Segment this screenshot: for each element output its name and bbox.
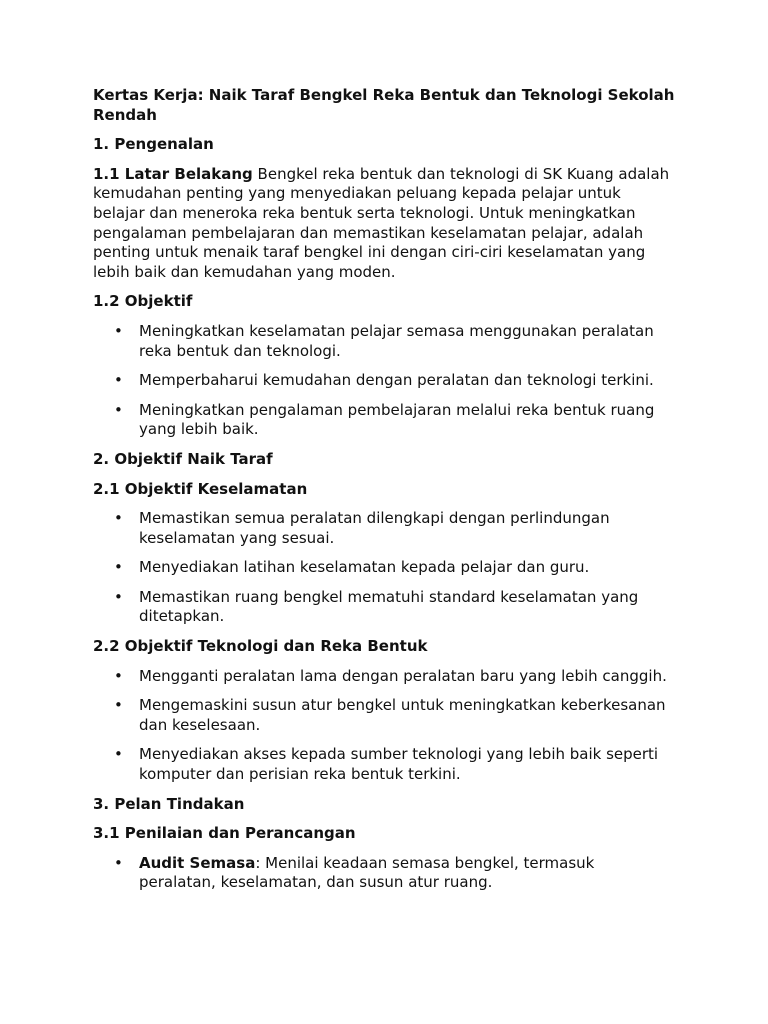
section-heading-2: 2. Objektif Naik Taraf <box>93 449 273 468</box>
list-item <box>93 745 675 784</box>
list-item <box>93 854 675 893</box>
section-heading-1: 1. Pengenalan <box>93 135 214 154</box>
section-heading-1-2: 1.2 Objektif <box>93 292 193 311</box>
bullet-icon: • <box>114 853 123 872</box>
list-item-text: Menyediakan latihan keselamatan kepada pelajar dan guru. <box>139 558 590 577</box>
list-item <box>93 371 675 391</box>
bullet-icon: • <box>114 509 123 528</box>
bullet-icon: • <box>114 400 123 419</box>
section-heading-2-1: 2.1 Objektif Keselamatan <box>93 479 308 498</box>
objectives-list <box>93 322 675 440</box>
background-text: Bengkel reka bentuk dan teknologi di SK Kuang adalah kemudahan penting yang menyediakan peluang kepada pelajar untuk belajar dan meneroka reka bentuk serta teknologi. Untuk meningkatkan pengalaman pembelajaran dan memastikan keselamatan pelajar, adalah penting untuk menaik taraf bengkel ini dengan ciri-ciri keselamatan yang lebih baik dan kemudahan yang moden. <box>93 164 670 281</box>
list-item-text: Meningkatkan keselamatan pelajar semasa menggunakan peralatan reka bentuk dan teknologi. <box>139 321 654 360</box>
assessment-list <box>93 854 675 893</box>
safety-objectives-list <box>93 509 675 627</box>
list-item-text: Meningkatkan pengalaman pembelajaran melalui reka bentuk ruang yang lebih baik. <box>139 400 655 439</box>
list-item <box>93 401 675 440</box>
list-item-text: Mengemaskini susun atur bengkel untuk meningkatkan keberkesanan dan keselesaan. <box>139 696 666 734</box>
technology-objectives-list <box>93 667 675 785</box>
bullet-icon: • <box>114 696 123 715</box>
background-paragraph <box>93 165 675 283</box>
list-item-text: Memastikan semua peralatan dilengkapi dengan perlindungan keselamatan yang sesuai. <box>139 509 610 547</box>
section-heading-3-1: 3.1 Penilaian dan Perancangan <box>93 824 356 843</box>
bullet-icon: • <box>114 371 123 390</box>
background-heading: 1.1 Latar Belakang <box>93 164 253 183</box>
bullet-icon: • <box>114 745 123 764</box>
list-item <box>93 696 675 735</box>
list-item-text: Memperbaharui kemudahan dengan peralatan dan teknologi terkini. <box>139 371 654 390</box>
list-item-text: Menyediakan akses kepada sumber teknologi yang lebih baik seperti komputer dan perisian reka bentuk terkini. <box>139 745 659 784</box>
list-item-text: : Menilai keadaan semasa bengkel, termasuk peralatan, keselamatan, dan susun atur ruang. <box>139 853 595 892</box>
list-item <box>93 322 675 361</box>
bullet-icon: • <box>114 587 123 606</box>
list-item <box>93 667 675 687</box>
bullet-icon: • <box>114 558 123 577</box>
section-heading-3: 3. Pelan Tindakan <box>93 794 245 813</box>
list-item <box>93 509 675 548</box>
bullet-icon: • <box>114 321 123 340</box>
section-heading-2-2: 2.2 Objektif Teknologi dan Reka Bentuk <box>93 637 428 656</box>
list-item-text: Memastikan ruang bengkel mematuhi standard keselamatan yang ditetapkan. <box>139 587 639 626</box>
bullet-icon: • <box>114 666 123 685</box>
list-item-label: Audit Semasa <box>139 853 256 872</box>
document-title: Kertas Kerja: Naik Taraf Bengkel Reka Bentuk dan Teknologi Sekolah Rendah <box>93 86 675 124</box>
list-item <box>93 558 675 578</box>
list-item-text: Mengganti peralatan lama dengan peralatan baru yang lebih canggih. <box>139 666 667 685</box>
list-item <box>93 588 675 627</box>
